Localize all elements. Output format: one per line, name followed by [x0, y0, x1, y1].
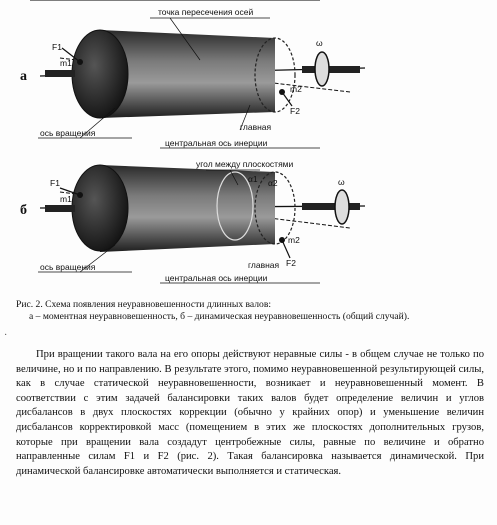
- label-principal-line1: главная: [240, 122, 272, 132]
- figure-shaft-imbalance: [20, 0, 380, 296]
- label-rotation-axis: ось вращения: [40, 262, 96, 272]
- panel-b: [20, 159, 365, 283]
- shaft-right-end: [302, 203, 360, 210]
- label-alpha2: α2: [268, 178, 278, 188]
- label-omega: ω: [338, 177, 345, 187]
- label-f2: F2: [286, 258, 296, 268]
- shaft-right-end: [302, 66, 360, 73]
- body-text: [16, 348, 484, 479]
- label-f1: F1: [50, 178, 60, 188]
- label-omega: ω: [316, 38, 323, 48]
- label-principal-line2: центральная ось инерции: [165, 138, 268, 148]
- caption-line1: Рис. 2. Схема появления неуравновешенности длинных валов:: [16, 299, 272, 310]
- panel-a: [20, 0, 365, 148]
- label-f1: F1: [52, 42, 62, 52]
- label-m1: m1: [60, 194, 72, 204]
- figure-svg: [20, 0, 380, 296]
- label-plane-angle: угол между плоскостями: [196, 159, 294, 169]
- label-rotation-axis: ось вращения: [40, 128, 96, 138]
- label-f2: F2: [290, 106, 300, 116]
- label-principal-line2: центральная ось инерции: [165, 273, 268, 283]
- label-intersection-point: точка пересечения осей: [158, 7, 254, 17]
- label-m2: m2: [288, 235, 300, 245]
- margin-mark: ·: [4, 330, 8, 341]
- label-principal-line1: главная: [248, 260, 280, 270]
- caption-line2: а – моментная неуравновешенность, б – динамическая неуравновешенность (общий случай).: [29, 311, 410, 323]
- shaft-left-end: [45, 70, 75, 77]
- label-m2: m2: [290, 84, 302, 94]
- figure-caption: [16, 299, 486, 323]
- panel-a-letter: а: [20, 69, 27, 84]
- rotor-left-face: [72, 30, 128, 118]
- rotor-left-face: [72, 165, 128, 251]
- label-m1: m1: [60, 58, 72, 68]
- label-alpha1: α1: [248, 174, 258, 184]
- rotation-disc: [315, 52, 329, 86]
- rotation-disc: [335, 190, 349, 224]
- panel-b-letter: б: [20, 203, 27, 218]
- body-paragraph: При вращении такого вала на его опоры действуют неравные силы - в общем случае не только по величине, но и по направлению. В результате этого, помимо неуравновешенной результирующей силы, как в случае статической неуравновешенности, возникает и неуравновешенный момент. В соответствии с этим задачей балансировки таких валов будет определение величин и углов дисбалансов в двух плоскостях коррекции (обычно у крайних опор) и уменьшение величин дисбалансов корректировкой масс (помещением в этих же плоскостях дополнительных грузов, которые при вращении вала создадут центробежные силы, равные по величине и обратно направленные силам F1 и F2 (рис. 2). Такая балансировка называется динамической. При динамической балансировке автоматически выполняется и статическая.: [16, 349, 484, 477]
- shaft-left-end: [45, 205, 75, 212]
